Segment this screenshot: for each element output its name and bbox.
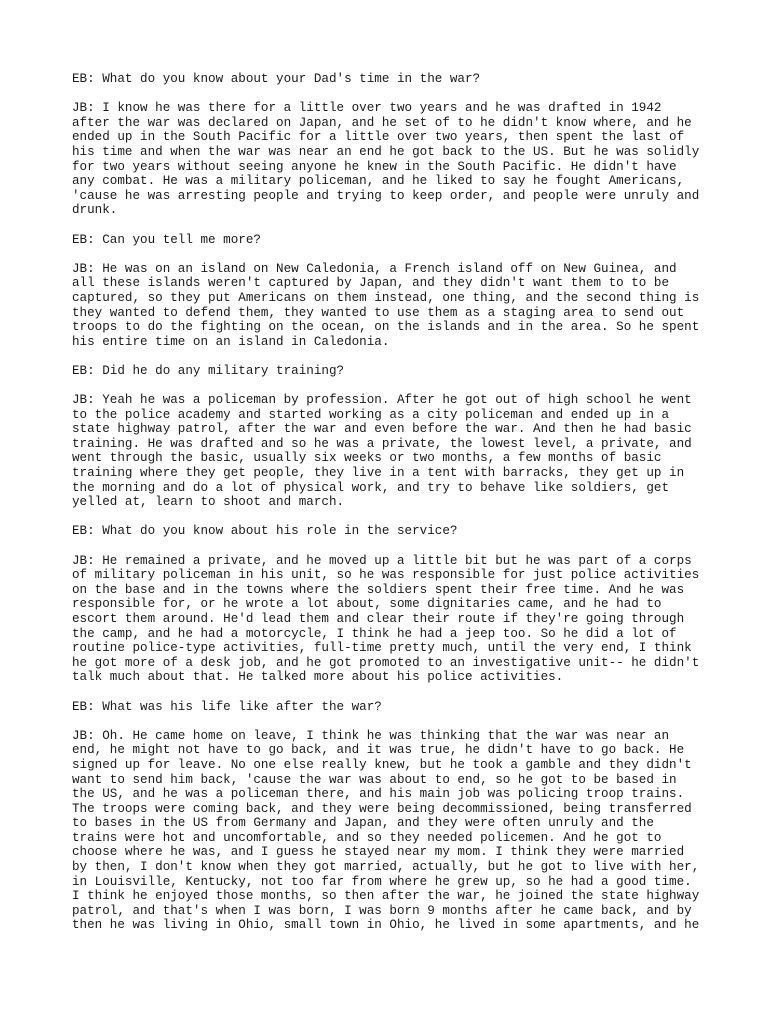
answer-paragraph: JB: He remained a private, and he moved up a little bit but he was part of a corps of military policeman in his unit, so he was responsible for just police activities on the base and in the towns where the soldiers spent their free time. And he was responsible for, or he wrote a lot about, some dignitaries came, and he had to escort them around. He'd lead them and clear their route if they're going through the camp, and he had a motorcycle, I think he had a jeep too. So he did a lot of routine police-type activities, full-time pretty much, until the very end, I think he got more of a desk job, and he got promoted to an investigative unit-- he didn't talk much about that. He talked more about his police activities. bbox=[72, 553, 700, 685]
answer-paragraph: JB: He was on an island on New Caledonia, a French island off on New Guinea, and all these islands weren't captured by Japan, and they didn't want them to to be captured, so they put Americans on them instead, one thing, and the second thing is they wanted to defend them, they wanted to use them as a staging area to send out troops to do the fighting on the ocean, on the islands and in the area. So he spent his entire time on an island in Caledonia. bbox=[72, 261, 700, 349]
question-paragraph: EB: Did he do any military training? bbox=[72, 363, 345, 378]
question-paragraph: EB: What do you know about his role in the service? bbox=[72, 524, 458, 539]
answer-paragraph: JB: Oh. He came home on leave, I think he was thinking that the war was near an end, he might not have to go back, and it was true, he didn't have to go back. He signed up for leave. No one else really knew, but he took a gamble and they didn't want to send him back, 'cause the war was about to end, so he got to be based in the US, and he was a policeman there, and his main job was policing troop trains. The troops were coming back, and they were being decommissioned, being transferred to bases in the US from Germany and Japan, and they were often unruly and the trains were hot and uncomfortable, and so they needed policemen. And he got to choose where he was, and I guess he stayed near my mom. I think they were married by then, I don't know when they got married, actually, but he got to live with her, in Louisville, Kentucky, not too far from where he grew up, so he had a good time. I think he enjoyed those months, so then after the war, he joined the state highway patrol, and that's when I was born, I was born 9 months after he came back, and by then he was living in Ohio, small town in Ohio, he lived in some apartments, and he bbox=[72, 728, 700, 933]
question-paragraph: EB: What do you know about your Dad's time in the war? bbox=[72, 72, 481, 86]
question-paragraph: EB: What was his life like after the war? bbox=[72, 699, 382, 714]
answer-paragraph: JB: Yeah he was a policeman by profession. After he got out of high school he went to the police academy and started working as a city policeman and ended up in a state highway patrol, after the war and even before the war. And then he had basic training. He was drafted and so he was a private, the lowest level, a private, and went through the basic, usually six weeks or two months, a few months of basic training where they get people, they live in a tent with barracks, they get up in the morning and do a lot of physical work, and try to behave like soldiers, get yelled at, learn to shoot and march. bbox=[72, 393, 692, 510]
question-paragraph: EB: Can you tell me more? bbox=[72, 232, 261, 247]
transcript-page bbox=[72, 72, 712, 948]
answer-paragraph: JB: I know he was there for a little over two years and he was drafted in 1942 after the war was declared on Japan, and he set of to he didn't know where, and he ended up in the South Pacific for a little over two years, then spent the last of his time and when the war was near an end he got back to the US. But he was solidly for two years without seeing anyone he knew in the South Pacific. He didn't have any combat. He was a military policeman, and he liked to say he fought Americans, 'cause he was arresting people and trying to keep order, and people were unruly and drunk. bbox=[72, 101, 700, 218]
